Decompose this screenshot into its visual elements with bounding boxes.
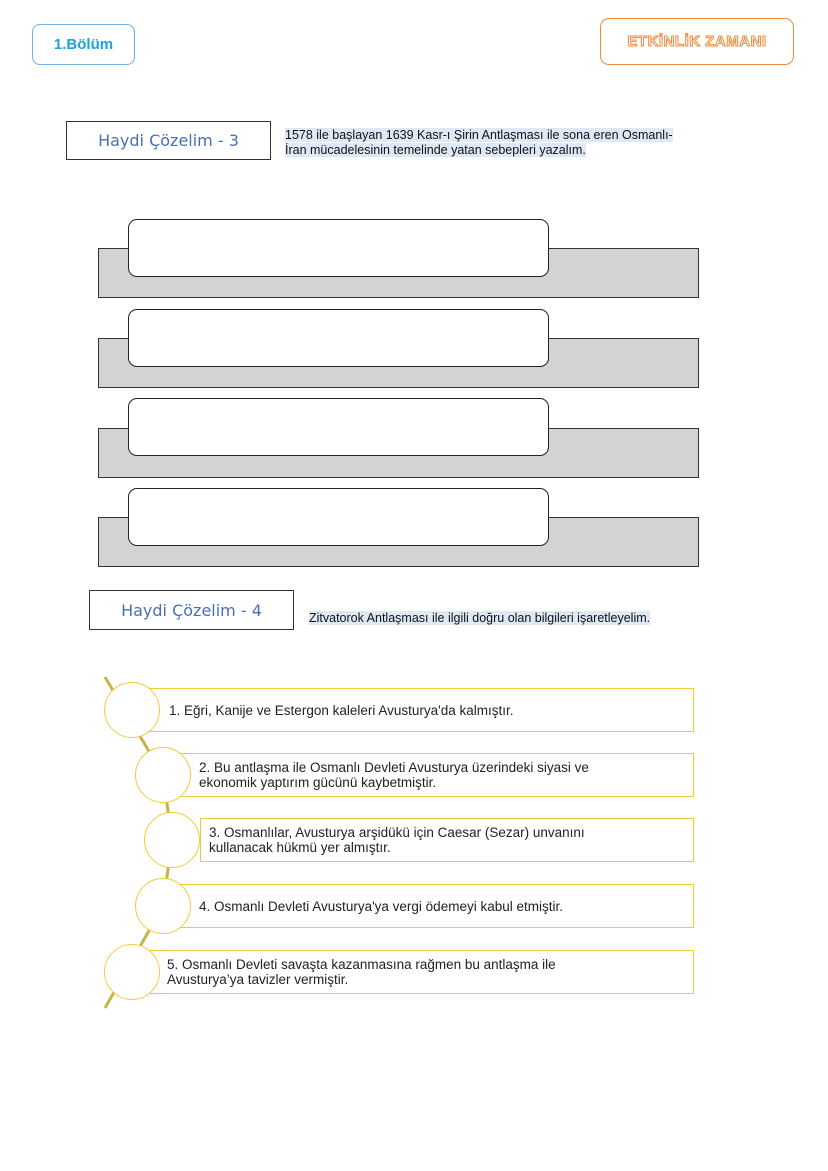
item-text: 5. Osmanlı Devleti savaşta kazanmasına rağmen bu antlaşma ile <box>167 957 556 972</box>
item-text: ekonomik yaptırım gücünü kaybetmiştir. <box>199 775 437 790</box>
checkbox-circle-3[interactable] <box>144 812 200 868</box>
item-text: kullanacak hükmü yer almıştır. <box>209 840 391 855</box>
activity4-title: Haydi Çözelim - 4 <box>89 590 294 630</box>
item-text: 2. Bu antlaşma ile Osmanlı Devleti Avusturya üzerindeki siyasi ve <box>199 760 589 775</box>
checkbox-circle-4[interactable] <box>135 878 191 934</box>
question-text: Zitvatorok Antlaşması ile ilgili doğru olan bilgileri işaretleyelim. <box>309 611 651 625</box>
checkbox-circle-2[interactable] <box>135 747 191 803</box>
statement-item-4 <box>180 884 694 928</box>
activity3-title: Haydi Çözelim - 3 <box>66 121 271 160</box>
item-text: 3. Osmanlılar, Avusturya arşidükü için Caesar (Sezar) unvanını <box>209 825 585 840</box>
statement-item-3 <box>200 818 694 862</box>
question-line-2: İran mücadelesinin temelinde yatan sebepleri yazalım. <box>285 143 586 157</box>
statement-item-5 <box>148 950 694 994</box>
statement-item-2 <box>180 753 694 797</box>
statement-item-1 <box>148 688 694 732</box>
checkbox-circle-1[interactable] <box>104 682 160 738</box>
activity-time-badge: ETKİNLİK ZAMANI <box>600 18 794 65</box>
section-badge: 1.Bölüm <box>32 24 135 65</box>
item-text: 1. Eğri, Kanije ve Estergon kaleleri Avusturya'da kalmıştır. <box>169 702 514 718</box>
item-text: Avusturya’ya tavizler vermiştir. <box>167 972 349 987</box>
question-line-1: 1578 ile başlayan 1639 Kasr-ı Şirin Antlaşması ile sona eren Osmanlı- <box>285 128 673 142</box>
checkbox-circle-5[interactable] <box>104 944 160 1000</box>
item-text: 4. Osmanlı Devleti Avusturya'ya vergi ödemeyi kabul etmiştir. <box>199 898 563 914</box>
